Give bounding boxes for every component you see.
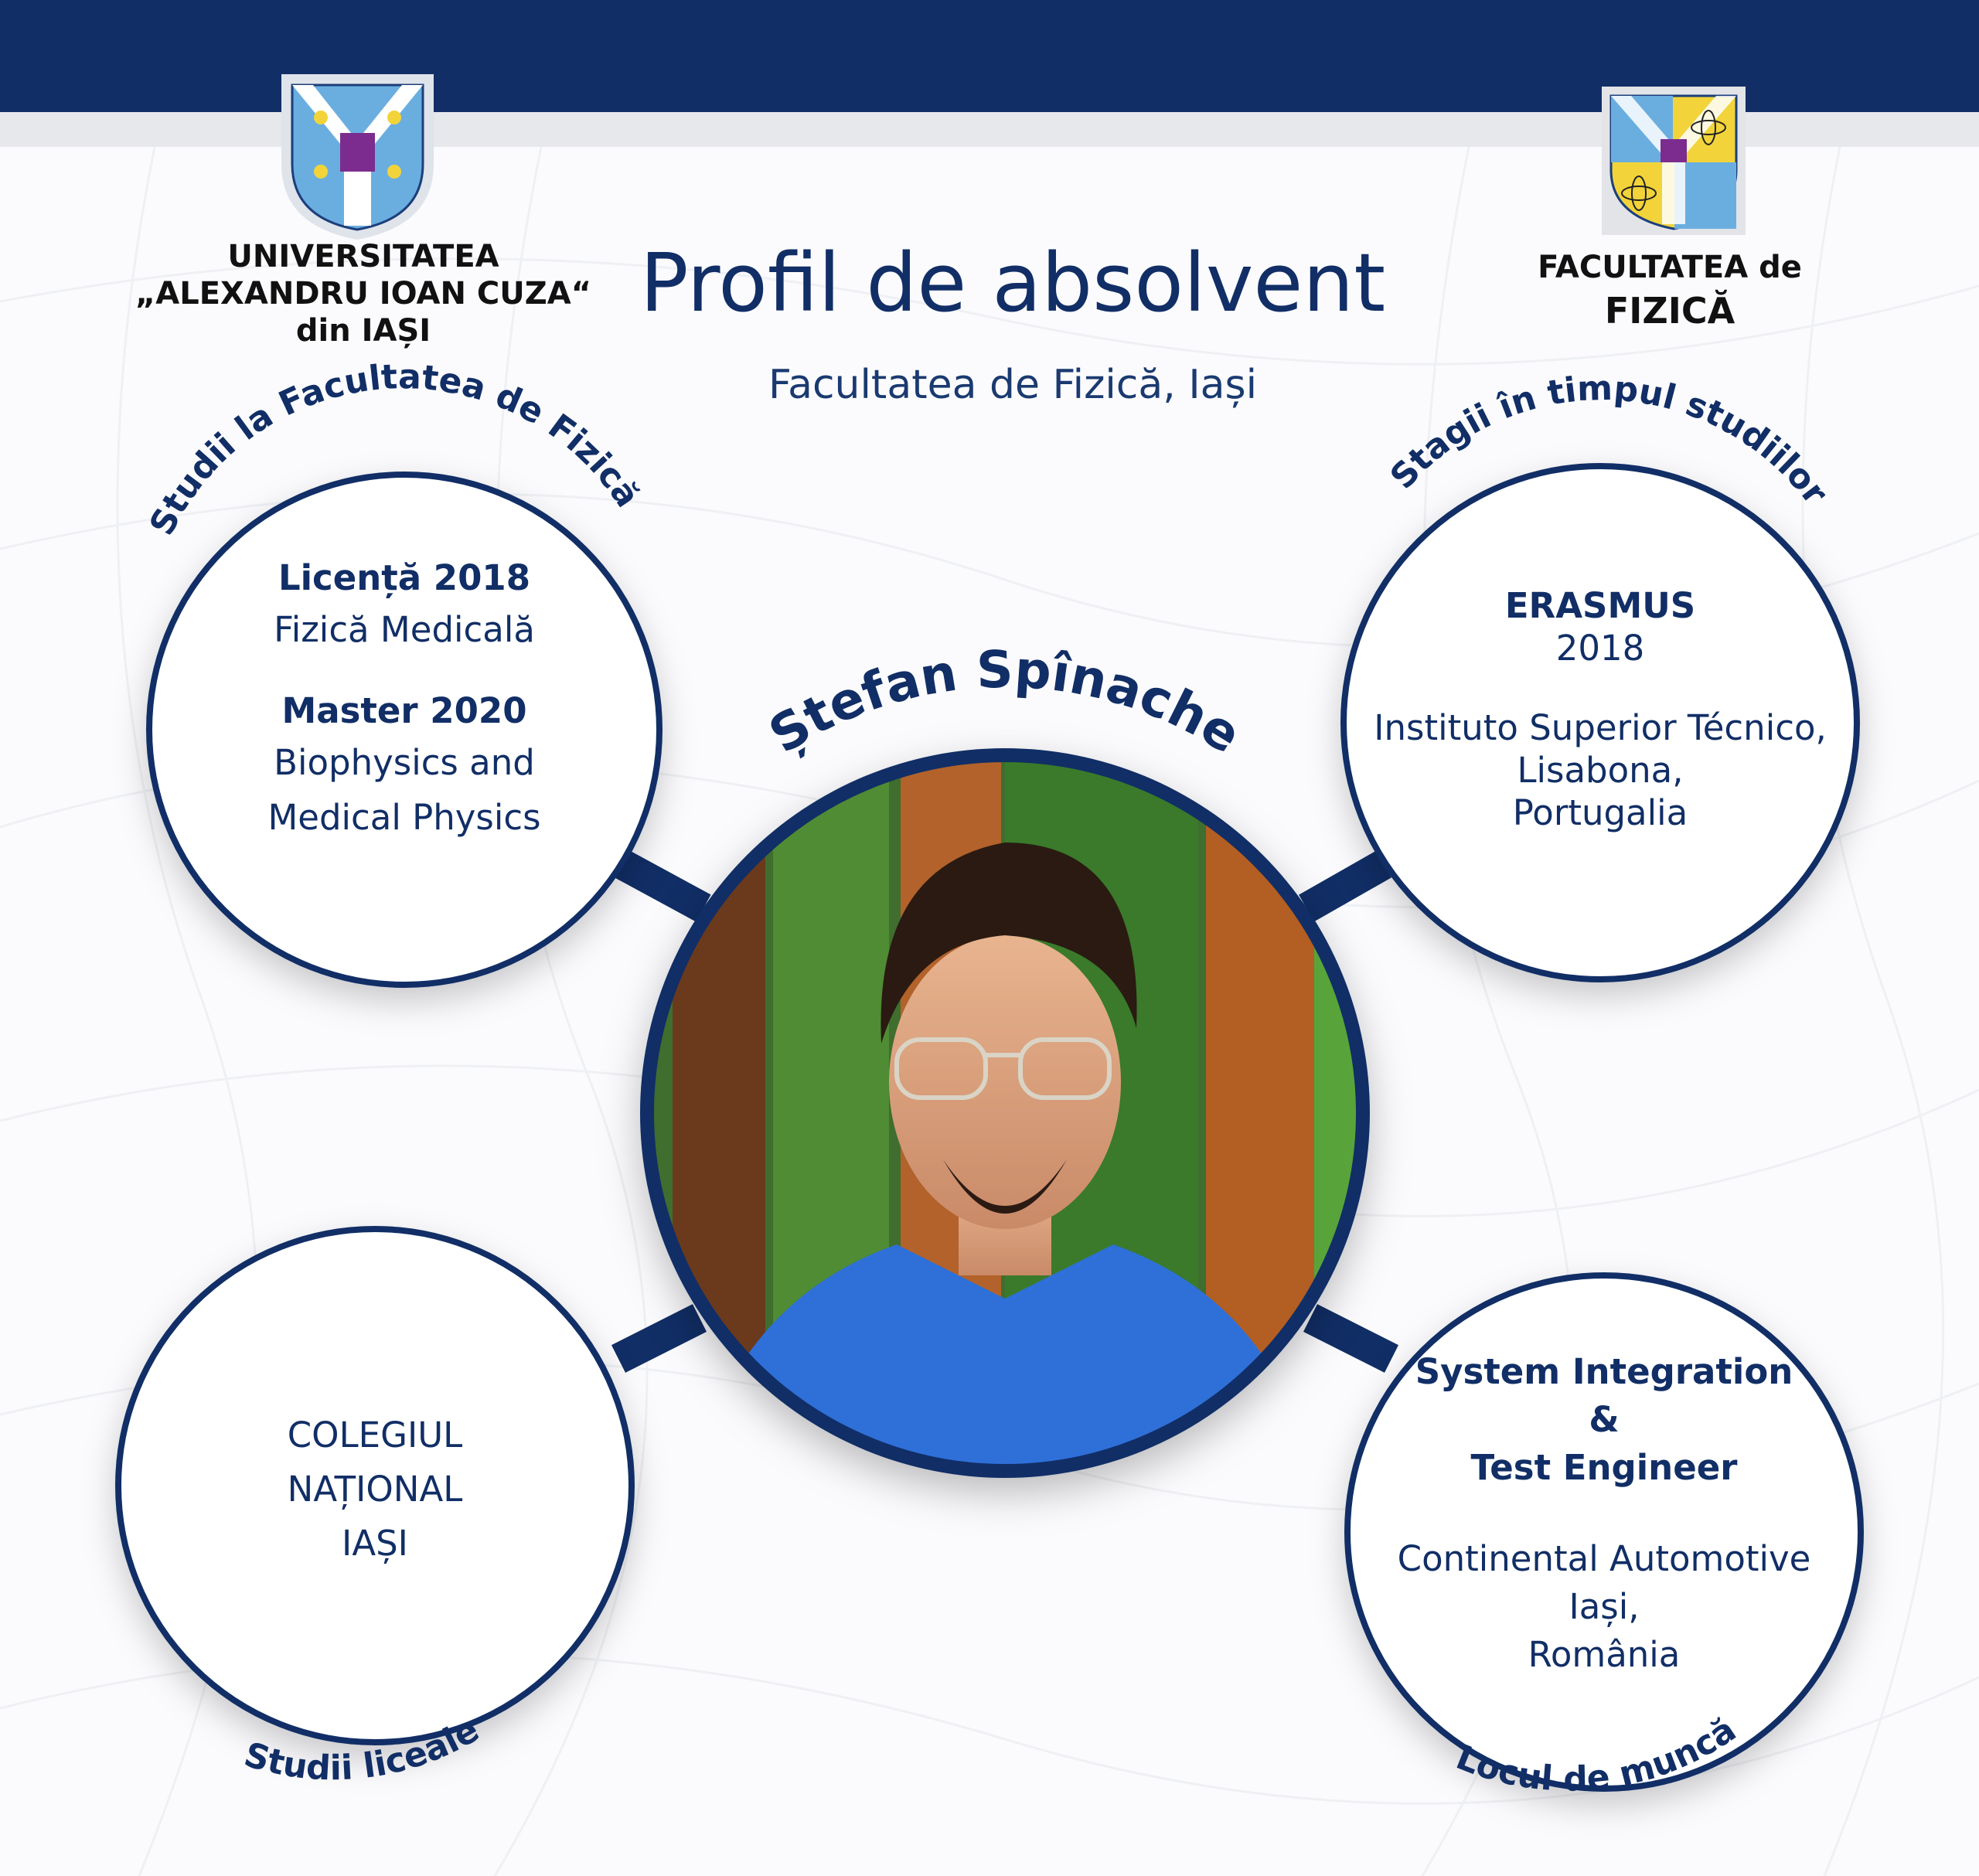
arc-label-internships: Stagii în timpul studiilor	[1382, 368, 1835, 512]
internship-program: ERASMUS	[1504, 585, 1696, 626]
arc-label-work: Locul de muncă	[1450, 1710, 1743, 1799]
highschool-content	[186, 1408, 564, 1571]
arc-label-studies: Studii la Facultatea de Fizică	[141, 356, 648, 542]
work-role-line1: System Integration	[1415, 1351, 1793, 1392]
faculty-name-line2: FIZICĂ	[1604, 290, 1735, 332]
connector-studies	[622, 864, 703, 908]
university-name-line1: UNIVERSITATEA	[227, 239, 499, 274]
internship-line3: Portugalia	[1512, 792, 1688, 833]
studies-content	[188, 557, 621, 839]
highschool-line3: IAȘI	[342, 1523, 408, 1564]
connector-highschool	[618, 1318, 700, 1359]
work-company-line3: România	[1528, 1634, 1681, 1675]
internship-line2: Lisabona,	[1517, 750, 1684, 791]
degree1-title: Licență 2018	[278, 557, 531, 598]
work-role-line3: Test Engineer	[1470, 1447, 1738, 1488]
portrait-photo	[640, 748, 1370, 1478]
internship-year: 2018	[1555, 628, 1645, 669]
page-subtitle: Facultatea de Fizică, Iași	[768, 362, 1258, 408]
highschool-line1: COLEGIUL	[287, 1415, 463, 1456]
university-name-line2: „ALEXANDRU IOAN CUZA“	[135, 276, 591, 312]
work-content	[1368, 1348, 1840, 1679]
internship-line1: Instituto Superior Técnico,	[1374, 707, 1827, 748]
arc-label-highschool: Studii liceale	[240, 1710, 486, 1789]
degree2-title: Master 2020	[281, 690, 527, 731]
work-company-line2: Iași,	[1569, 1586, 1640, 1627]
degree1-field: Fizică Medicală	[274, 609, 535, 650]
connector-internships	[1306, 864, 1384, 908]
university-name-line3: din IAȘI	[295, 313, 431, 349]
work-company-line1: Continental Automotive	[1397, 1538, 1811, 1579]
degree2-field-line1: Biophysics and	[274, 742, 535, 783]
work-role-line2: &	[1589, 1399, 1620, 1440]
degree2-field-line2: Medical Physics	[267, 797, 541, 838]
person-name: Ștefan Spînache	[758, 639, 1252, 765]
faculty-name-line1: FACULTATEA de	[1538, 250, 1802, 285]
highschool-line2: NAȚIONAL	[287, 1469, 463, 1510]
page-title: Profil de absolvent	[639, 236, 1386, 330]
internships-content	[1361, 584, 1840, 834]
